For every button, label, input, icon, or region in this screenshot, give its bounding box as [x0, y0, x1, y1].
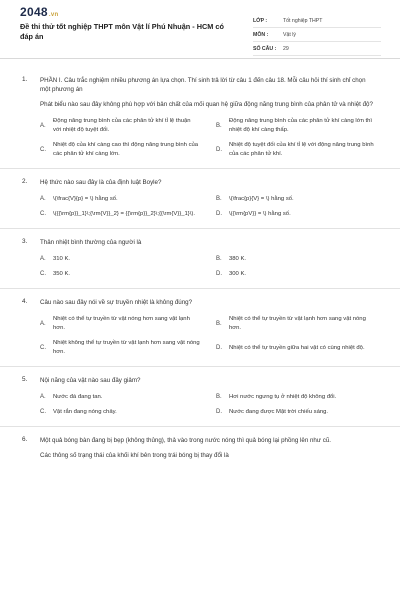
option-key: C.	[40, 211, 46, 217]
answer-option-b[interactable]	[216, 315, 376, 333]
option-text: 380 K.	[229, 256, 247, 262]
option-key: A.	[40, 394, 46, 400]
option-text: Vật rắn đang nóng chảy.	[53, 409, 117, 415]
answer-option-a[interactable]	[40, 117, 200, 135]
option-text: \({{\rm{p}}_1}\;{\rm{V}}_2} = {{\rm{p}}_2}\;{{\rm{V}}_1}\).	[53, 211, 195, 217]
option-text: Nước đang được Mặt trời chiếu sáng.	[229, 409, 329, 415]
option-text: Nhiệt độ của khí càng cao thì động năng trung bình của các phân tử khí càng lớn.	[53, 142, 199, 157]
question-line: Hệ thức nào sau đây là của định luật Boyle?	[40, 179, 162, 186]
option-key: D.	[216, 146, 222, 153]
answer-option-b[interactable]	[216, 393, 376, 402]
meta-value: Tốt nghiệp THPT	[283, 17, 323, 24]
answer-option-d[interactable]	[216, 408, 376, 417]
question-text	[40, 238, 376, 247]
question-line: Phát biểu nào sau đây không phù hợp với bản chất của mối quan hệ giữa động năng trung bình của phân tử và nhiệt độ?	[40, 101, 373, 108]
option-text: 310 K.	[53, 256, 71, 262]
question-number: 4.	[22, 298, 28, 305]
question-line: Thân nhiệt bình thường của người là	[40, 239, 142, 246]
answer-option-b[interactable]	[216, 255, 376, 264]
question-line: Câu nào sau đây nói về sự truyền nhiệt là không đúng?	[40, 299, 193, 306]
answer-option-c[interactable]	[40, 141, 200, 159]
option-text: Nước đá đang tan.	[53, 394, 103, 400]
answer-option-c[interactable]	[40, 210, 200, 219]
document-title: Đề thi thử tốt nghiệp THPT môn Vật lí Phú Nhuận - HCM có đáp án	[20, 22, 224, 41]
option-text: Nhiệt có thể tự truyền từ vật lạnh hơn sang vật nóng hơn.	[229, 316, 366, 331]
question	[0, 376, 400, 417]
option-key: B.	[216, 256, 222, 262]
divider	[0, 426, 400, 427]
question-text	[40, 376, 376, 385]
option-key: B.	[216, 122, 222, 129]
option-text: 350 K.	[53, 271, 71, 277]
answer-option-d[interactable]	[216, 270, 376, 279]
question-text	[40, 436, 376, 460]
question-text	[40, 298, 376, 307]
option-text: Động năng trung bình của các phân tử khí tỉ lệ thuận với nhiệt độ tuyệt đối.	[53, 118, 191, 133]
logo-suffix: .vn	[48, 12, 59, 18]
option-key: A.	[40, 196, 46, 202]
option-key: C.	[40, 409, 46, 415]
answer-option-a[interactable]	[40, 393, 200, 402]
divider	[0, 228, 400, 229]
option-key: B.	[216, 196, 222, 202]
question-number: 6.	[22, 436, 28, 443]
meta-value: Vật lý	[283, 31, 296, 38]
option-key: B.	[216, 320, 222, 327]
option-text: Nhiệt không thể tự truyền từ vật lạnh hơn sang vật nóng hơn.	[53, 340, 200, 355]
answer-option-d[interactable]	[216, 210, 376, 219]
question-number: 1.	[22, 76, 28, 83]
meta-label: LỚP :	[253, 17, 268, 24]
option-key: A.	[40, 122, 46, 129]
meta-value: 29	[283, 45, 289, 52]
question	[0, 436, 400, 460]
answer-option-c[interactable]	[40, 408, 200, 417]
answer-options	[40, 117, 376, 159]
question-line: Một quả bóng bàn đang bị bẹp (không thủng), thả vào trong nước nóng thì quả bóng lại phồng lên như cũ.	[40, 437, 331, 444]
answer-option-a[interactable]	[40, 255, 200, 264]
option-key: A.	[40, 256, 46, 262]
option-key: D.	[216, 409, 222, 415]
question	[0, 298, 400, 357]
option-key: D.	[216, 211, 222, 217]
meta-row-count	[253, 42, 381, 56]
answer-option-b[interactable]	[216, 195, 376, 204]
option-key: C.	[40, 271, 46, 277]
exam-meta	[253, 14, 381, 56]
option-text: Nhiệt độ tuyệt đối của khí tỉ lệ với động năng trung bình của các phân tử khí.	[229, 142, 374, 157]
option-text: \(\frac{V}{p} = \) hằng số.	[53, 196, 118, 202]
option-text: Nhiệt có thể tự truyền giữa hai vật có cùng nhiệt độ.	[229, 344, 365, 351]
answer-option-d[interactable]	[216, 339, 376, 357]
option-key: D.	[216, 344, 222, 351]
answer-option-a[interactable]	[40, 195, 200, 204]
question-line: PHẦN I. Câu trắc nghiệm nhiều phương án lựa chọn. Thí sinh trả lời từ câu 1 đến câu 18. Mỗi câu hỏi thí sinh chỉ chọn một phương án	[40, 77, 366, 93]
answer-options	[40, 195, 376, 219]
answer-option-c[interactable]	[40, 339, 200, 357]
option-text: Động năng trung bình của các phân tử khí càng lớn thì nhiệt độ khí càng thấp.	[229, 118, 373, 133]
divider	[0, 366, 400, 367]
meta-row-class	[253, 14, 381, 28]
option-text: Nhiệt có thể tự truyền từ vật nóng hơn sang vật lạnh hơn.	[53, 316, 190, 331]
option-text: \(\frac{p}{V} = \) hằng số.	[229, 196, 294, 202]
meta-label: MÔN :	[253, 31, 269, 38]
option-text: Hơi nước ngưng tụ ở nhiệt độ không đổi.	[229, 394, 337, 400]
option-text: 300 K.	[229, 271, 247, 277]
question-list	[0, 76, 400, 464]
question-number: 5.	[22, 376, 28, 383]
question-line: Nội năng của vật nào sau đây giảm?	[40, 377, 141, 384]
logo-number: 2048	[20, 5, 48, 19]
question-text	[40, 76, 376, 109]
answer-options	[40, 393, 376, 417]
divider	[0, 168, 400, 169]
option-key: C.	[40, 344, 46, 351]
meta-row-subject	[253, 28, 381, 42]
site-logo[interactable]	[20, 5, 58, 19]
question-text	[40, 178, 376, 187]
document-header	[0, 0, 400, 59]
option-key: A.	[40, 320, 46, 327]
answer-option-c[interactable]	[40, 270, 200, 279]
question	[0, 178, 400, 219]
question	[0, 76, 400, 159]
question-number: 3.	[22, 238, 28, 245]
answer-option-b[interactable]	[216, 117, 376, 135]
meta-label: SỐ CÂU :	[253, 45, 277, 52]
option-key: C.	[40, 146, 46, 153]
answer-option-d[interactable]	[216, 141, 376, 159]
question-line: Các thông số trạng thái của khối khí bên trong trái bóng bị thay đổi là	[40, 452, 229, 459]
divider	[0, 288, 400, 289]
answer-option-a[interactable]	[40, 315, 200, 333]
option-key: B.	[216, 394, 222, 400]
question	[0, 238, 400, 279]
question-number: 2.	[22, 178, 28, 185]
answer-options	[40, 315, 376, 357]
option-text: \({\rm{pV}} = \) hằng số.	[229, 211, 291, 217]
answer-options	[40, 255, 376, 279]
option-key: D.	[216, 271, 222, 277]
